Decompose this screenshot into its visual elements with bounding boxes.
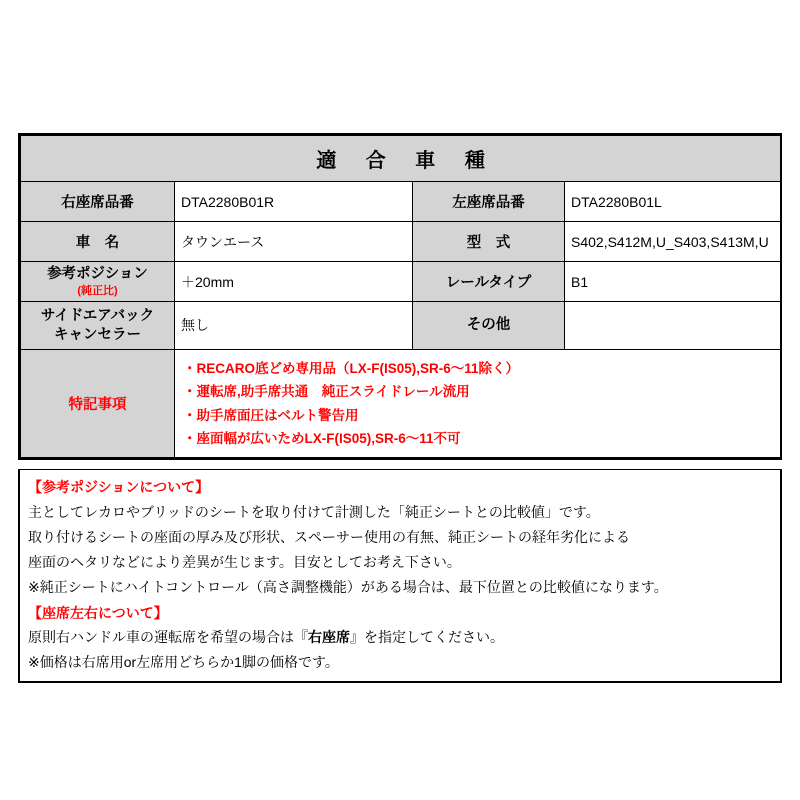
footer-section-heading-reference-position: 【参考ポジションについて】 [28,479,210,495]
special-notes-cell [175,350,781,458]
footer-text-line: ※純正シートにハイトコントロール（高さ調整機能）がある場合は、最下位置との比較値になります。 [28,578,668,595]
table-row-airbag-canceller [21,302,781,350]
special-note-item: ・座面幅が広いためLX-F(IS05),SR-6〜11不可 [183,431,461,447]
value-reference-position: ＋20mm [175,262,413,302]
footer-section-heading-seat-side: 【座席左右について】 [28,604,168,621]
footer-text-line-seat-side [28,625,780,650]
footer-text-line: 座面のヘタリなどにより差異が生じます。目安としてお考え下さい。 [28,553,461,570]
table-row-vehicle [21,222,781,262]
label-model-code: 型 式 [413,222,565,262]
label-right-seat-part-number: 右座席品番 [21,182,175,222]
label-special-notes: 特記事項 [21,350,175,458]
special-note-item: ・助手席面圧はベルト警告用 [183,407,359,423]
table-title: 適 合 車 種 [21,136,781,182]
table-row-title [21,136,781,182]
footer-text-line: 主としてレカロやブリッドのシートを取り付けて計測した「純正シートとの比較値」です。 [28,503,600,520]
label-reference-position-sub: (純正比) [77,284,118,297]
label-side-airbag-canceller-line2: キャンセラー [54,326,141,343]
label-left-seat-part-number: 左座席品番 [413,182,565,222]
label-rail-type: レールタイプ [413,262,565,302]
value-vehicle-name: タウンエース [175,222,413,262]
label-side-airbag-canceller [21,302,175,350]
label-other: その他 [413,302,565,350]
value-right-seat-part-number: DTA2280B01R [175,182,413,222]
footer-text-line: 取り付けるシートの座面の厚み及び形状、スペーサー使用の有無、純正シートの経年劣化による [28,528,630,545]
footer-seat-side-post: 』を指定してください。 [350,629,504,646]
value-model-code: S402,S412M,U_S403,S413M,U [565,222,781,262]
table-row-part-numbers [21,182,781,222]
footer-seat-side-pre: 原則右ハンドル車の運転席を希望の場合は『 [28,629,308,646]
label-reference-position [21,262,175,302]
special-note-item: ・運転席,助手席共通 純正スライドレール流用 [183,384,470,400]
special-notes-list [183,357,780,450]
value-rail-type: B1 [565,262,781,302]
value-other [565,302,781,350]
footer-notes-container [18,469,782,683]
value-left-seat-part-number: DTA2280B01L [565,182,781,222]
table-row-position [21,262,781,302]
label-reference-position-main: 参考ポジション [47,265,148,282]
special-note-item: ・RECARO底どめ専用品（LX-F(IS05),SR-6〜11除く） [183,361,520,376]
value-side-airbag-canceller: 無し [175,302,413,350]
footer-text-line: ※価格は右席用or左席用どちらか1脚の価格です。 [28,654,339,671]
table-row-special-notes [21,350,781,458]
footer-seat-side-emphasis: 右座席 [308,629,350,646]
compatibility-table-container [18,133,782,460]
label-side-airbag-canceller-line1: サイドエアバック [40,307,155,324]
label-vehicle-name: 車 名 [21,222,175,262]
compatibility-table [20,135,781,458]
